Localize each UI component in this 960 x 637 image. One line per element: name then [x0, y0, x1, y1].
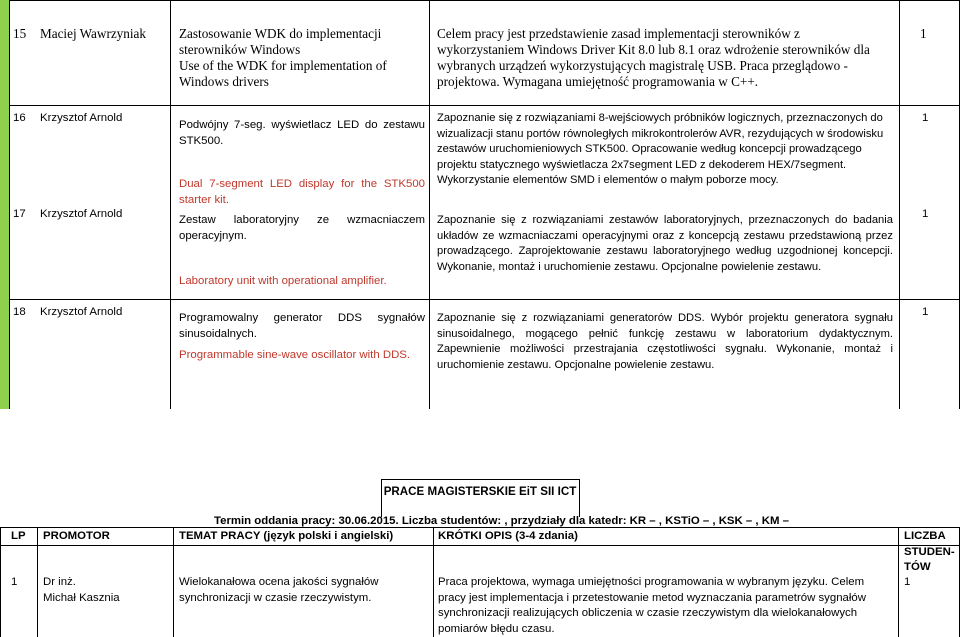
title-pl: Zastosowanie WDK do implementacji sterowników Windows — [179, 26, 382, 57]
title-pl: Programowalny generator DDS sygnałów sinusoidalnych. — [179, 312, 425, 340]
header-description: KRÓTKI OPIS (3-4 zdania) — [438, 530, 578, 542]
description-cell: Praca projektowa, wymaga umiejętności programowania w wybranym języku. Celem pracy jest implementacja i przetestowanie metod wyznaczania parametrów sygnałów synchronizacji realizujących obliczenia w czasie rzeczywistym dla wielokanałowych pomiarów błędu czasu. — [438, 576, 866, 635]
lp-cell: 1 — [11, 576, 18, 588]
title-en: Laboratory unit with operational amplifier. — [179, 275, 387, 287]
title-en: Use of the WDK for implementation of Windows drivers — [179, 58, 387, 89]
header-count-line: LICZBA — [904, 530, 946, 542]
title-pl: Zestaw laboratoryjny ze wzmacniaczem operacyjnym. — [179, 214, 425, 242]
lp-cell: 17 — [13, 208, 26, 220]
promotor-line: Dr inż. — [43, 576, 76, 588]
title-en: Programmable sine-wave oscillator with DDS. — [179, 349, 411, 361]
promotor-cell: Krzysztof Arnold — [40, 306, 123, 318]
count-cell: 1 — [920, 26, 927, 41]
title-cell: Wielokanałowa ocena jakości sygnałów synchronizacji w czasie rzeczywistym. — [179, 576, 379, 604]
promotor-cell: Maciej Wawrzyniak — [40, 26, 146, 41]
lp-cell: 16 — [13, 112, 26, 124]
count-cell: 1 — [922, 306, 929, 318]
promotor-cell — [43, 575, 120, 606]
header-count-line: TÓW — [904, 561, 931, 573]
description-cell: Zapoznanie się z rozwiązaniami zestawów laboratoryjnych, przeznaczonych do badania układów ze wzmacniaczami operacyjnymi oraz z koncepcją zestawu przedstawioną przez prowadzącego. Zaprojektowanie zestawu laboratoryjnego według uzgodnionej koncepcji. Wykonanie, montaż i uruchomienie zestawu. Opcjonalne powielenie zestawu. — [437, 214, 893, 273]
header-title: TEMAT PRACY (język polski i angielski) — [179, 530, 394, 542]
title-pl: Podwójny 7-seg. wyświetlacz LED do zestawu STK500. — [179, 119, 425, 147]
promotor-cell: Krzysztof Arnold — [40, 112, 123, 124]
description-cell: Celem pracy jest przedstawienie zasad implementacji sterowników z wykorzystaniem Windows Driver Kit 8.0 lub 8.1 oraz wdrożenie sterowników dla wybranych urządzeń wykorzystujących magistralę USB. Praca przeglądowo - projektowa. Wymagana umiejętność programowania w C++. — [437, 26, 870, 89]
count-cell: 1 — [922, 112, 929, 124]
promotor-cell: Krzysztof Arnold — [40, 208, 123, 220]
description-cell: Zapoznanie się z rozwiązaniami 8-wejściowych próbników logicznych, przeznaczonych do wizualizacji stanu portów równoległych mikrokontrolerów AVR, rezydujących w środowisku zestawów uruchomieniowych STK500. Opracowanie według koncepcji prowadzącego projektu statycznego wyświetlacza 2x7segment LED z dekoderem HEX/7segment. Wykorzystanie elementów SMD i elementów o małym poborze mocy. — [437, 112, 884, 186]
lp-cell: 18 — [13, 306, 26, 318]
header-count-line: STUDEN- — [904, 545, 955, 558]
promotor-line: Michał Kasznia — [43, 591, 120, 604]
count-cell: 1 — [922, 208, 929, 220]
lp-cell: 15 — [13, 26, 27, 41]
count-cell: 1 — [904, 576, 911, 588]
description-cell: Zapoznanie się z rozwiązaniami generatorów DDS. Wybór projektu generatora sygnału sinusoidalnego, mogącego pełnić funkcję zestawu w laboratorium dydaktycznym. Zapewnienie możliwości przestrajania częstotliwości sygnału. Wykonanie, montaż i uruchomienie zestawu. Opcjonalne powielenie zestawu. — [437, 312, 893, 371]
header-promotor: PROMOTOR — [43, 530, 110, 542]
page-margin-bar — [0, 0, 9, 409]
header-count — [904, 529, 955, 576]
title-en: Dual 7-segment LED display for the STK500 starter kit. — [179, 178, 425, 206]
deadline-line: Termin oddania pracy: 30.06.2015. Liczba studentów: , przydziały dla katedr: KR – , KSTiO – , KSK – , KM – — [214, 515, 789, 527]
section-heading: PRACE MAGISTERSKIE EiT SII ICT — [383, 485, 577, 498]
header-lp: LP — [11, 530, 26, 542]
